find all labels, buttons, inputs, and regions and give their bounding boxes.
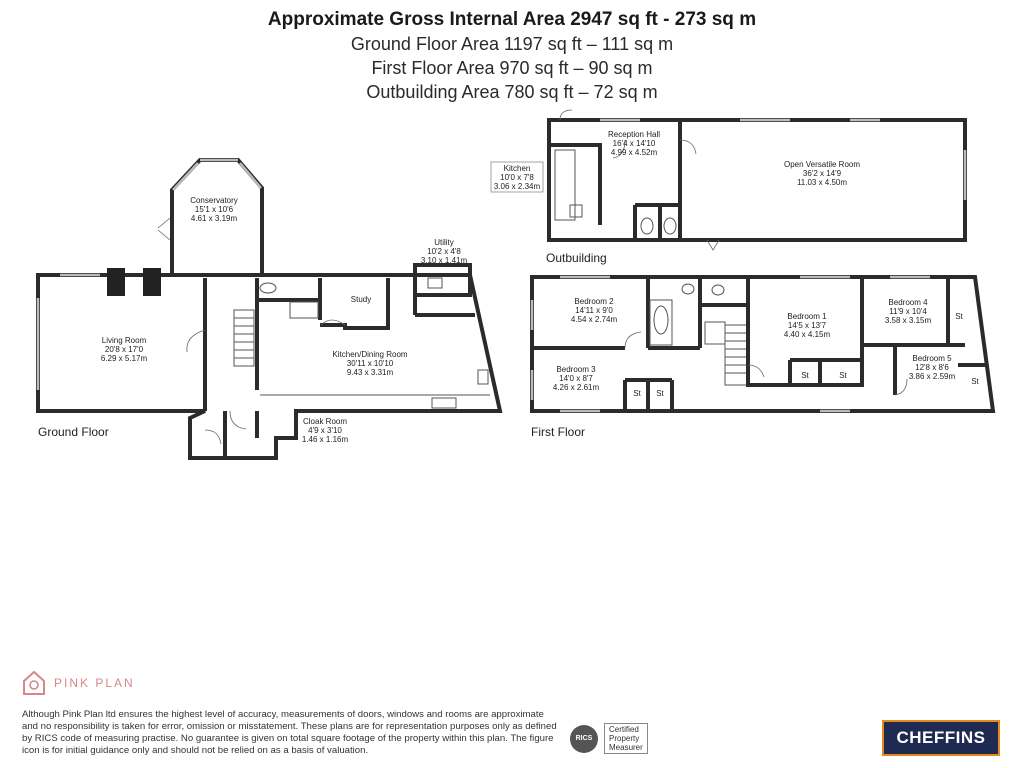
svg-text:1.46 x 1.16m: 1.46 x 1.16m xyxy=(301,435,349,444)
svg-text:Bedroom 1: Bedroom 1 xyxy=(787,312,827,321)
svg-text:Bedroom 4: Bedroom 4 xyxy=(888,298,928,307)
store-label: St xyxy=(801,371,809,380)
room-utility xyxy=(421,238,468,265)
ground-floor-area: Ground Floor Area 1197 sq ft – 111 sq m xyxy=(350,34,674,54)
store-label: St xyxy=(839,371,847,380)
svg-text:10'0 x 7'8: 10'0 x 7'8 xyxy=(500,173,534,182)
ground-floor-label: Ground Floor xyxy=(38,425,109,439)
outbuilding-label: Outbuilding xyxy=(546,251,607,265)
svg-text:36'2 x 14'9: 36'2 x 14'9 xyxy=(802,169,842,178)
room-open-versatile xyxy=(784,160,860,187)
room-bedroom-2 xyxy=(571,297,618,324)
svg-text:20'8 x 17'0: 20'8 x 17'0 xyxy=(104,345,144,354)
room-cloak xyxy=(298,413,352,445)
room-kitchen xyxy=(491,162,543,192)
chimney-left xyxy=(107,268,125,296)
svg-text:14'11 x 9'0: 14'11 x 9'0 xyxy=(575,306,613,315)
svg-text:3.06 x 2.34m: 3.06 x 2.34m xyxy=(493,182,541,191)
brand-name: PINK PLAN xyxy=(54,676,135,690)
room-bedroom-1 xyxy=(784,312,831,339)
svg-text:Study: Study xyxy=(350,295,372,304)
agent-logo: CHEFFINS xyxy=(882,720,1000,756)
svg-text:Bedroom 5: Bedroom 5 xyxy=(912,354,952,363)
svg-text:11.03 x 4.50m: 11.03 x 4.50m xyxy=(796,178,848,187)
svg-text:Kitchen/Dining Room: Kitchen/Dining Room xyxy=(332,350,408,359)
disclaimer-text: Although Pink Plan ltd ensures the highest level of accuracy, measurements of doors, windows and rooms are approximate and no responsibility is taken for error, omission or misstatement. These plans are for representation purposes only as defined by RICS code of measuring practise. No guarantee is given on total square footage of the property within this plan. The figure icon is for initial guidance only and should not be relied on as a basis of valuation. xyxy=(22,709,557,756)
svg-text:Living Room: Living Room xyxy=(101,336,147,345)
svg-text:15'1 x 10'6: 15'1 x 10'6 xyxy=(194,205,234,214)
svg-text:14'0 x 8'7: 14'0 x 8'7 xyxy=(559,374,593,383)
store-label: St xyxy=(955,312,963,321)
svg-text:Cloak Room: Cloak Room xyxy=(302,417,348,426)
svg-text:3.10 x 1.41m: 3.10 x 1.41m xyxy=(420,256,468,265)
room-bedroom-4 xyxy=(885,298,932,325)
svg-text:4.40 x 4.15m: 4.40 x 4.15m xyxy=(783,330,831,339)
rics-certification xyxy=(570,723,648,754)
svg-text:6.29 x 5.17m: 6.29 x 5.17m xyxy=(100,354,148,363)
svg-text:4.99 x 4.52m: 4.99 x 4.52m xyxy=(610,148,658,157)
pink-plan-logo xyxy=(22,670,135,696)
ground-floor-plan xyxy=(38,160,500,458)
chimney-right xyxy=(143,268,161,296)
svg-text:14'5 x 13'7: 14'5 x 13'7 xyxy=(787,321,827,330)
first-floor-label: First Floor xyxy=(531,425,585,439)
store-label: St xyxy=(971,377,979,386)
svg-text:16'4 x 14'10: 16'4 x 14'10 xyxy=(612,139,656,148)
outbuilding-area: Outbuilding Area 780 sq ft – 72 sq m xyxy=(366,82,658,102)
svg-text:Reception Hall: Reception Hall xyxy=(607,130,661,139)
svg-text:9.43 x 3.31m: 9.43 x 3.31m xyxy=(346,368,394,377)
first-floor-area: First Floor Area 970 sq ft – 90 sq m xyxy=(371,58,653,78)
svg-text:30'11 x 10'10: 30'11 x 10'10 xyxy=(346,359,394,368)
svg-text:Bedroom 2: Bedroom 2 xyxy=(574,297,614,306)
gross-area-title: Approximate Gross Internal Area 2947 sq ft - 273 sq m xyxy=(267,9,757,30)
svg-text:4'9 x 3'10: 4'9 x 3'10 xyxy=(308,426,342,435)
room-bedroom-5 xyxy=(909,354,956,381)
svg-text:Conservatory: Conservatory xyxy=(190,196,238,205)
room-living xyxy=(101,336,148,363)
room-conservatory xyxy=(190,196,238,223)
svg-text:Open Versatile Room: Open Versatile Room xyxy=(783,160,861,169)
svg-text:3.86 x 2.59m: 3.86 x 2.59m xyxy=(908,372,956,381)
svg-text:4.26 x 2.61m: 4.26 x 2.61m xyxy=(552,383,600,392)
store-label: St xyxy=(656,389,664,398)
svg-text:4.61 x 3.19m: 4.61 x 3.19m xyxy=(190,214,238,223)
svg-text:4.54 x 2.74m: 4.54 x 2.74m xyxy=(570,315,618,324)
svg-text:Utility: Utility xyxy=(434,238,454,247)
room-study xyxy=(351,295,371,304)
svg-text:Kitchen: Kitchen xyxy=(503,164,531,173)
rics-badge-icon: RICS xyxy=(570,725,598,753)
svg-text:3.58 x 3.15m: 3.58 x 3.15m xyxy=(884,316,932,325)
store-label: St xyxy=(633,389,641,398)
svg-text:12'8 x 8'6: 12'8 x 8'6 xyxy=(915,363,949,372)
room-bedroom-3 xyxy=(553,365,600,392)
house-logo-icon xyxy=(22,670,46,696)
first-floor-staircase xyxy=(725,325,749,385)
room-reception-hall xyxy=(608,130,660,157)
rics-cert-text: Certified Property Measurer xyxy=(604,723,648,754)
svg-text:11'9 x 10'4: 11'9 x 10'4 xyxy=(889,307,927,316)
svg-text:Bedroom 3: Bedroom 3 xyxy=(556,365,596,374)
room-kitchen-dining xyxy=(332,350,407,377)
svg-text:10'2 x 4'8: 10'2 x 4'8 xyxy=(427,247,461,256)
